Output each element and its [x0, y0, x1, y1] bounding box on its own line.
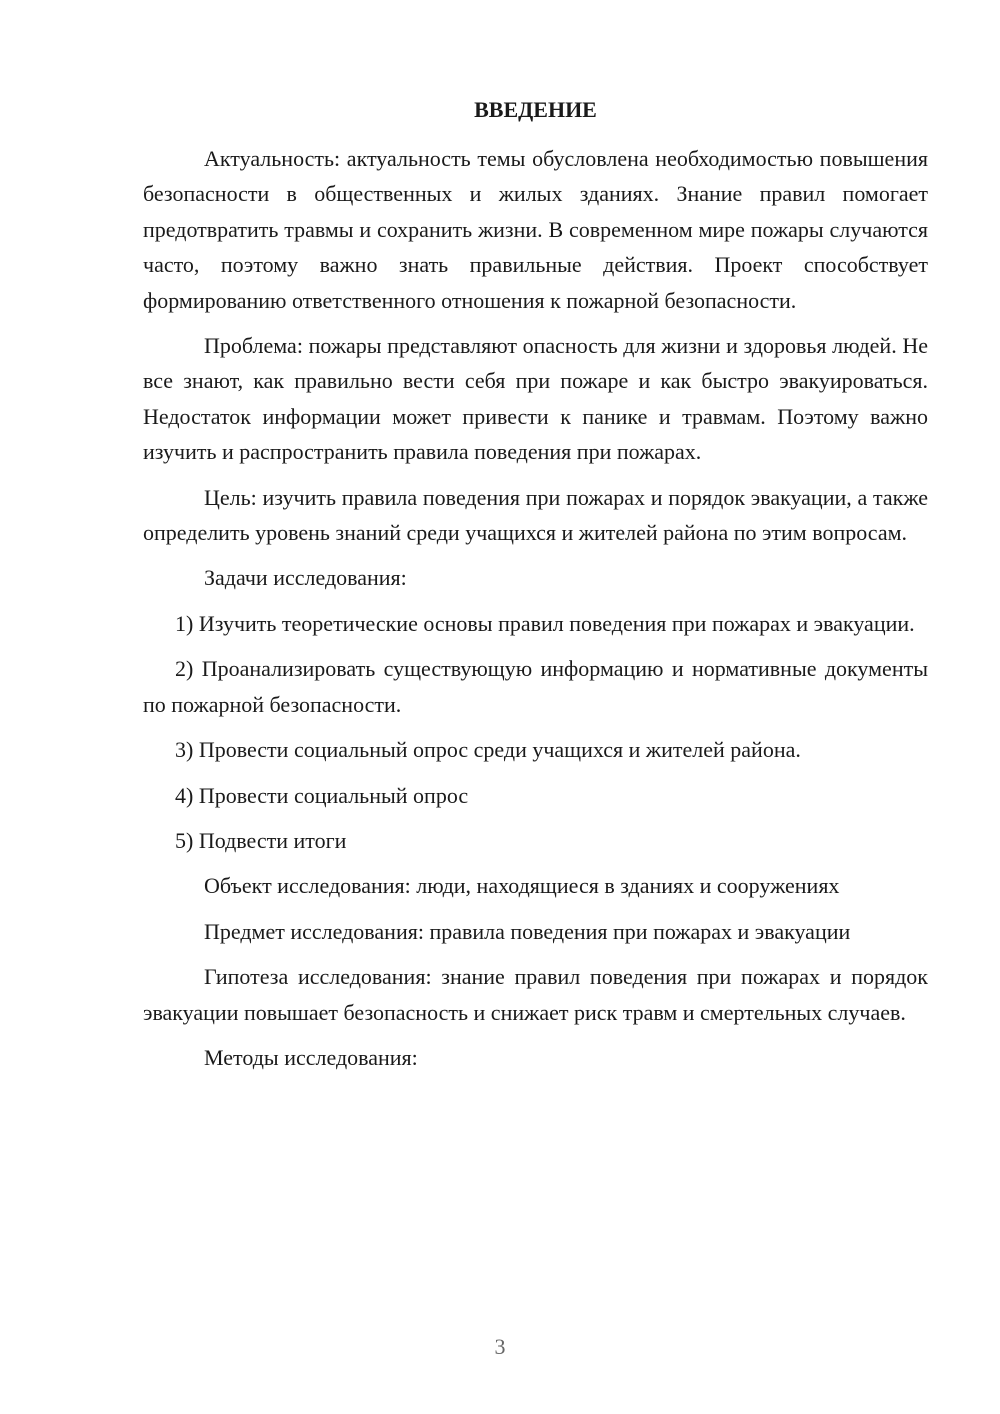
document-body: [143, 141, 928, 1085]
page-number: 3: [494, 1334, 506, 1359]
paragraph-goal: Цель: изучить правила поведения при пожарах и порядок эвакуации, а также определить уровень знаний среди учащихся и жителей района по этим вопросам.: [143, 484, 928, 546]
task-item-3: 3) Провести социальный опрос среди учащихся и жителей района.: [175, 737, 801, 763]
task-item-4: 4) Провести социальный опрос: [175, 782, 469, 808]
task-item-2: 2) Проанализировать существующую информацию и нормативные документы по пожарной безопасности.: [143, 656, 928, 717]
paragraph-subject: Предмет исследования: правила поведения при пожарах и эвакуации: [204, 918, 851, 944]
paragraph-hypothesis: Гипотеза исследования: знание правил поведения при пожарах и порядок эвакуации повышает безопасность и снижает риск травм и смертельных случаев.: [143, 964, 928, 1025]
paragraph-tasks-heading: Задачи исследования:: [204, 565, 407, 591]
paragraph-object: Объект исследования: люди, находящиеся в зданиях и сооружениях: [204, 873, 840, 899]
page-title: ВВЕДЕНИЕ: [474, 97, 597, 122]
task-item-5: 5) Подвести итоги: [175, 827, 347, 853]
paragraph-problem: Проблема: пожары представляют опасность для жизни и здоровья людей. Не все знают, как правильно вести себя при пожаре и как быстро эвакуироваться. Недостаток информации может привести к панике и травмам. Поэтому важно изучить и распространить правила поведения при пожарах.: [143, 333, 928, 465]
paragraph-relevance: Актуальность: актуальность темы обусловлена необходимостью повышения безопасности в общественных и жилых зданиях. Знание правил помогает предотвратить травмы и сохранить жизни. В современном мире пожары случаются часто, поэтому важно знать правильные действия. Проект способствует формированию ответственного отношения к пожарной безопасности.: [143, 146, 928, 313]
paragraph-methods: Методы исследования:: [204, 1044, 418, 1070]
task-item-1: 1) Изучить теоретические основы правил поведения при пожарах и эвакуации.: [175, 610, 915, 636]
